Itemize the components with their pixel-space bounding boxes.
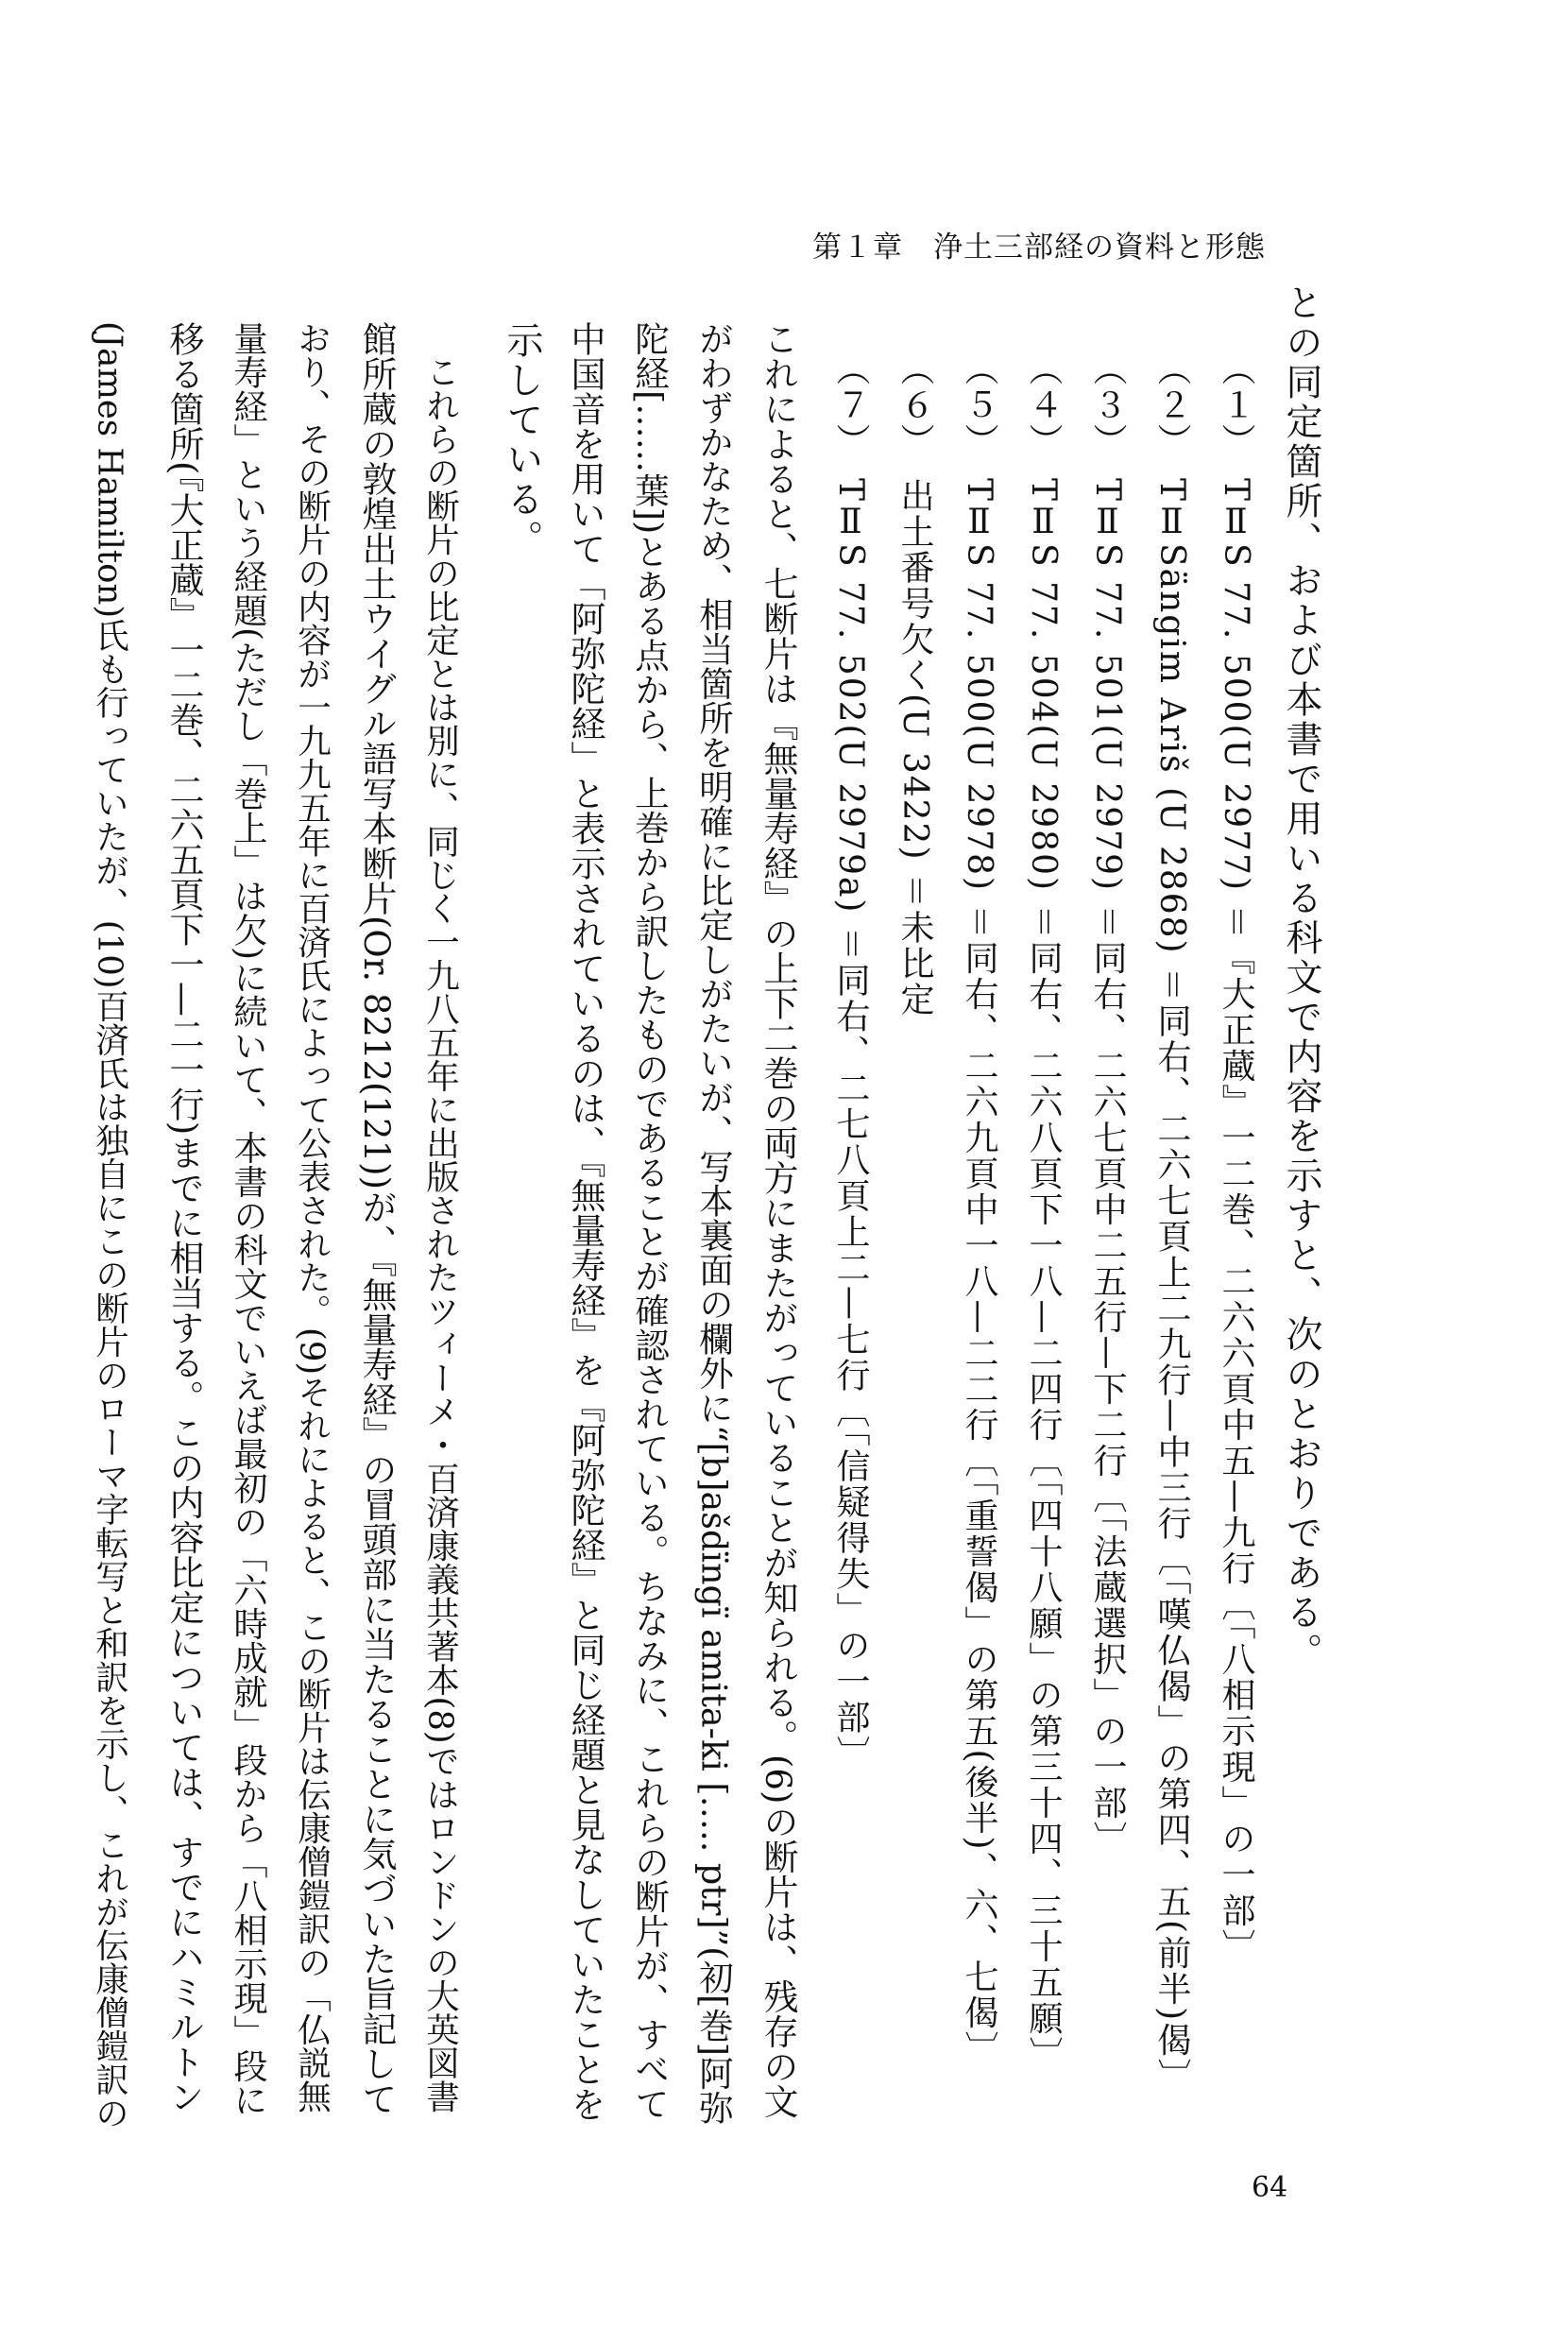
- text-column-3: （２） TⅡSängim Ariš (U 2868) ＝同右、二六七頁上二九行—中三行〔「嘆仏偈」の第四、五(前半)偈〕: [1152, 351, 1191, 2095]
- text-column-4: （３） TⅡS 77. 501(U 2979) ＝同右、二六七頁中二五行—下二行〔「法蔵選択」の一部〕: [1088, 351, 1127, 1857]
- text-column-10: がわずかなため、相当箇所を明確に比定しがたいが、写本裏面の欄外に“[b]ašdïngï amita-ki [….. ptr]”(初[巻]阿弥: [693, 321, 735, 2126]
- text-column-7: （６） 出土番号欠く(U 3422) ＝未比定: [895, 351, 934, 1018]
- text-column-1: との同定箇所、および本書で用いる科文で内容を示すと、次のとおりである。: [1280, 283, 1322, 1672]
- text-column-15: 館所蔵の敦煌出土ウイグル語写本断片(Or. 8212(121))が、『無量寿経』の冒頭部に当たることに気づいた旨記して: [356, 321, 397, 2116]
- text-column-17: 量寿経」という経題(ただし「巻上」は欠)に続いて、本書の科文でいえば最初の「六時成就」段から「八相示現」段に: [229, 321, 267, 2117]
- text-column-12: 中国音を用いて「阿弥陀経」と表示されているのは、『無量寿経』を『阿弥陀経』と同じ経題と見なしていたことを: [565, 321, 605, 2122]
- text-column-6: （５） TⅡS 77. 500(U 2978) ＝同右、二六九頁中一八—二二行〔「重誓偈」の第五(後半)、六、七偈〕: [960, 351, 998, 2067]
- text-column-2: （１） TⅡS 77. 500(U 2977) ＝『大正蔵』一二巻、二六六頁中五—九行〔「八相示現」の一部〕: [1217, 351, 1255, 1965]
- text-column-13: 示している。: [501, 321, 543, 559]
- text-column-5: （４） TⅡS 77. 504(U 2980) ＝同右、二六八頁下一八—二四行〔「四十八願」の第三十四、三十五願〕: [1024, 351, 1063, 2073]
- page-number: 64: [1252, 2171, 1288, 2204]
- running-header: 第１章 浄土三部経の資料と形態: [812, 231, 1266, 265]
- text-column-9: これによると、七断片は『無量寿経』の上下二巻の両方にまたがっていることが知られる。(6)の断片は、残存の文: [758, 321, 798, 2119]
- text-column-19: (James Hamilton)氏も行っていたが、(10)百済氏は独自にこの断片のローマ字転写と和訳を示し、これが伝康僧鎧訳の: [90, 321, 129, 2130]
- text-column-11: 陀経[……葉])とある点から、上巻から訳したものであることが確認されている。ちなみに、これらの断片が、すべて: [629, 321, 671, 2121]
- text-column-8: （７） TⅡS 77. 502(U 2979a) ＝同右、二七八頁上二—七行〔「信疑得失」の一部〕: [831, 351, 870, 1771]
- text-column-14: これらの断片の比定とは別に、同じく一九八五年に出版されたツィーメ・百済康義共著本(8)ではロンドンの大英図書: [420, 321, 460, 2113]
- text-column-16: おり、その断片の内容が一九九五年に百済氏によって公表された。(9)それによると、この断片は伝康僧鎧訳の「仏説無: [292, 321, 332, 2113]
- text-column-18: 移る箇所(『大正蔵』一二巻、二六五頁下一—二一行)までに相当する。この内容比定については、すでにハミルトン: [163, 321, 204, 2114]
